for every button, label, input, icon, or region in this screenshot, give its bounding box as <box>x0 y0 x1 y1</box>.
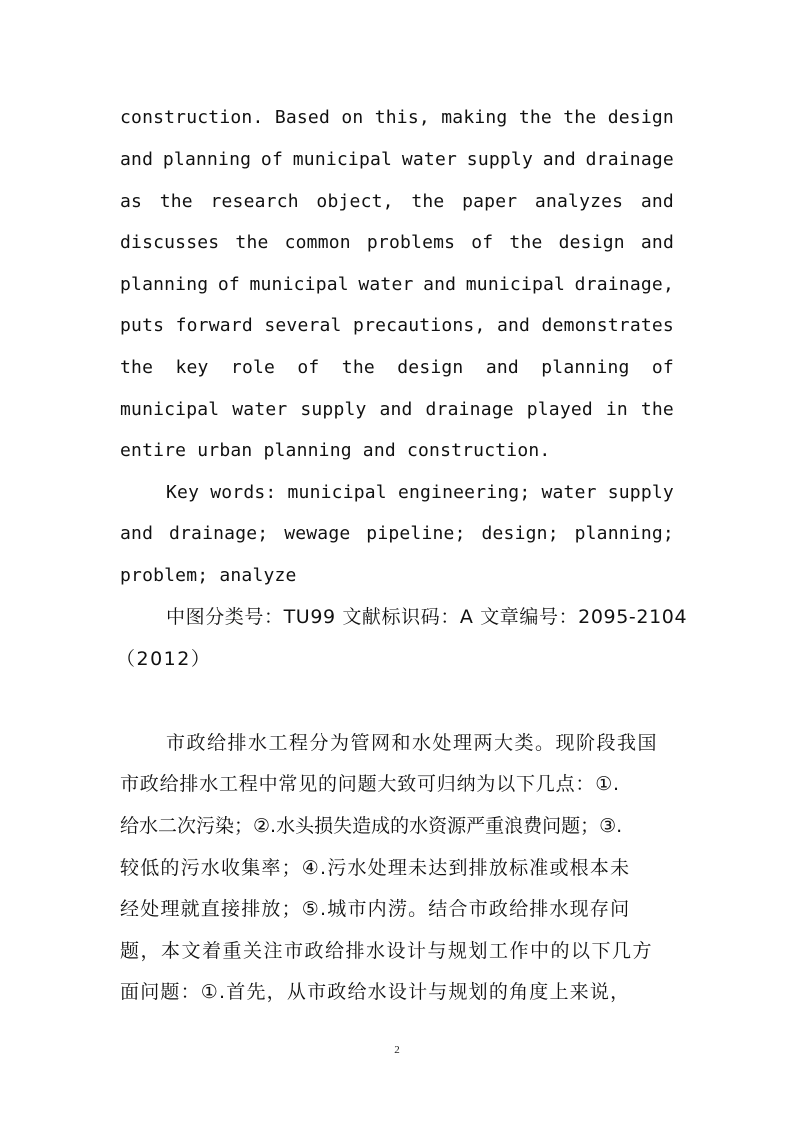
word: municipal <box>249 274 349 295</box>
word: and <box>640 232 674 253</box>
word: making <box>441 107 508 128</box>
word: drainage, <box>574 274 674 295</box>
word: key <box>175 357 209 378</box>
word: the <box>518 107 552 128</box>
word: planning <box>541 357 630 378</box>
word: played <box>526 399 593 420</box>
word: of <box>297 357 320 378</box>
word: paper <box>462 191 518 212</box>
abstract-line <box>120 231 674 255</box>
word: forward <box>175 315 253 336</box>
word: pipeline; <box>366 523 466 544</box>
word: construction. <box>120 107 264 128</box>
word: municipal <box>120 399 220 420</box>
body-line: 市政给排水工程分为管网和水处理两大类。现阶段我国 <box>166 732 659 754</box>
word: and <box>542 149 576 170</box>
body-line: 市政给排水工程中常见的问题大致可归纳为以下几点：①. <box>120 773 620 795</box>
word: the <box>509 232 543 253</box>
word: the <box>411 191 445 212</box>
word: analyzes <box>534 191 624 212</box>
word: engineering; <box>397 482 531 503</box>
word: Based <box>274 107 330 128</box>
word: water <box>232 399 288 420</box>
word: and <box>423 274 457 295</box>
word: water <box>401 149 458 170</box>
word: wewage <box>284 523 351 544</box>
word: planning <box>120 274 209 295</box>
word: as <box>120 191 143 212</box>
word: of <box>260 149 283 170</box>
body-line: 经处理就直接排放；⑤.城市内涝。结合市政给排水现存问 <box>120 898 631 920</box>
word: puts <box>120 315 165 336</box>
body-line: 给水二次污染；②.水头损失造成的水资源严重浪费问题；③. <box>120 815 623 837</box>
word: of <box>471 232 494 253</box>
word: drainage <box>425 399 514 420</box>
word: supply <box>607 482 674 503</box>
word: and <box>640 191 674 212</box>
word: common <box>284 232 351 253</box>
word: Key <box>166 482 200 503</box>
keywords-line <box>120 522 674 546</box>
word: the <box>235 232 269 253</box>
word: research <box>210 191 299 212</box>
word: design <box>397 357 464 378</box>
word: words: <box>210 482 277 503</box>
word: object, <box>316 191 394 212</box>
word: planning <box>162 149 252 170</box>
body-line: 较低的污水收集率；④.污水处理未达到排放标准或根本未 <box>120 857 631 879</box>
word: water <box>358 274 414 295</box>
word: and <box>379 399 413 420</box>
word: drainage; <box>168 523 269 544</box>
word: several <box>264 315 342 336</box>
word: precautions, <box>353 315 486 336</box>
word: and <box>496 315 531 336</box>
word: of <box>217 274 240 295</box>
word: municipal <box>287 482 387 503</box>
word: the <box>120 357 154 378</box>
word: water <box>541 482 597 503</box>
body-line: 题，本文着重关注市政给排水设计与规划工作中的以下几方 <box>120 940 654 962</box>
word: supply <box>466 149 534 170</box>
classification-line: 中图分类号：TU99 文献标识码：A 文章编号：2095-2104 <box>166 606 688 628</box>
word: discusses <box>120 232 220 253</box>
word: design; <box>481 523 559 544</box>
word: municipal <box>292 149 393 170</box>
word: the <box>159 191 193 212</box>
keywords-line <box>166 481 674 505</box>
word: municipal <box>465 274 566 295</box>
word: supply <box>300 399 367 420</box>
word: planning; <box>574 523 674 544</box>
word: on <box>341 107 364 128</box>
word: design <box>607 107 674 128</box>
word: demonstrates <box>541 315 674 336</box>
word: drainage <box>585 149 674 170</box>
abstract-line <box>120 148 674 172</box>
word: the <box>640 399 674 420</box>
word: role <box>230 357 276 378</box>
keywords-line: problem; analyze <box>120 565 297 586</box>
word: and <box>120 149 154 170</box>
abstract-line <box>120 314 674 338</box>
word: and <box>485 357 519 378</box>
word: and <box>120 523 154 544</box>
word: the <box>341 357 375 378</box>
abstract-line: entire urban planning and construction. <box>120 440 551 461</box>
word: design <box>558 232 625 253</box>
body-line: 面问题：①.首先，从市政给水设计与规划的角度上来说， <box>120 981 631 1003</box>
abstract-line <box>120 106 674 130</box>
word: of <box>651 357 674 378</box>
word: problems <box>366 232 456 253</box>
word: the <box>563 107 597 128</box>
word: in <box>605 399 628 420</box>
abstract-line <box>120 190 674 214</box>
classification-line: （2012） <box>116 648 212 670</box>
abstract-line <box>120 273 674 297</box>
abstract-line <box>120 398 674 422</box>
abstract-line <box>120 356 674 380</box>
page-number: 2 <box>394 1044 400 1056</box>
word: this, <box>374 107 430 128</box>
